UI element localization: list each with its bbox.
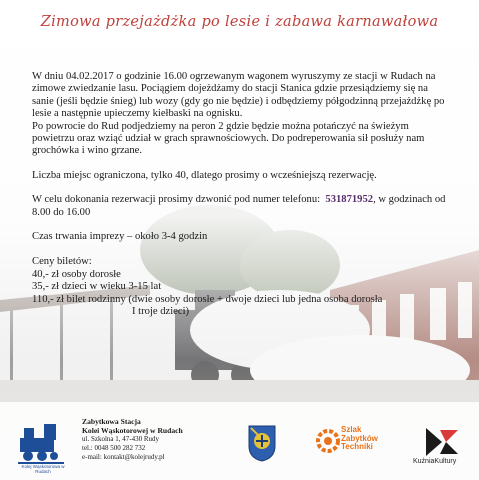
spacer bbox=[32, 182, 450, 194]
narrow-gauge-railway-logo bbox=[18, 416, 64, 466]
coat-of-arms-icon bbox=[247, 424, 277, 462]
phone-number[interactable]: 531871952 bbox=[325, 194, 374, 206]
org-phone: tel.: 0048 500 282 732 bbox=[82, 444, 146, 452]
organization-address bbox=[82, 417, 242, 462]
paragraph-trip: W dniu 04.02.2017 o godzinie 16.00 ogrzewanym wagonem wyruszymy ze stacji w Rudach na zimowe zwiedzanie lasu. Pociągiem dojeżdżamy do stacji Stanica gdzie przesiądziemy się na sanie (jeśli będzie śnieg) lub wozy (gdy go nie będzie) i odbędziemy półgodzinną przejażdżkę po lesie a następnie upieczemy kiełbaski na ognisku. bbox=[32, 71, 445, 120]
paragraph-duration: Czas trwania imprezy – około 3-4 godzin bbox=[32, 231, 208, 243]
org-name-line1: Zabytkowa Stacja bbox=[82, 417, 141, 426]
paragraph-limit: Liczba miejsc ograniczona, tylko 40, dlatego prosimy o wcześniejszą rezerwację. bbox=[32, 169, 377, 181]
kuznia-kultury-label: KuźniaKultury bbox=[413, 458, 457, 465]
org-name-line2: Kolei Wąskotorowej w Rudach bbox=[82, 426, 183, 435]
logo-caption: Kolej Wąskotorowa w Rudach bbox=[21, 464, 65, 474]
poster-body bbox=[32, 71, 450, 319]
szlak-line: Szlak bbox=[341, 425, 362, 434]
price-item: 35,- zł dzieci w wieku 3-15 lat bbox=[32, 281, 162, 293]
org-email[interactable]: e-mail: kontakt@kolejrudy.pl bbox=[82, 453, 165, 461]
szlak-line: Zabytków bbox=[341, 433, 378, 443]
reservation-hours: , w godzinach od 8.00 do 16.00 bbox=[32, 194, 446, 218]
kuznia-kultury-logo-icon bbox=[418, 424, 462, 458]
footer bbox=[0, 402, 479, 480]
price-item-continuation: I troje dzieci) bbox=[132, 306, 190, 318]
price-list bbox=[32, 256, 450, 318]
spacer bbox=[32, 219, 450, 231]
price-item: 110,- zł bilet rodzinny (dwie osoby dorosłe + dwoje dzieci lub jedna osoba dorosła bbox=[32, 293, 383, 305]
paragraph-return: Po powrocie do Rud podjedziemy na peron 2 gdzie będzie można potańczyć na świeżym powietrzu oraz wziąć udział w grach sprawnościowych. Do podreperowania sił posłuży nam grochówka i wino grzane. bbox=[32, 120, 425, 157]
paragraph-reservation bbox=[32, 194, 450, 219]
org-street: ul. Szkolna 1, 47-430 Rudy bbox=[82, 435, 159, 443]
reservation-text: W celu dokonania rezerwacji prosimy dzwonić pod numer telefonu: bbox=[32, 194, 321, 206]
spacer bbox=[32, 158, 450, 170]
poster-title: Zimowa przejażdżka po lesie i zabawa karnawałowa bbox=[40, 14, 439, 30]
szlak-line: Techniki bbox=[341, 442, 373, 452]
price-item: 40,- zł osoby dorosłe bbox=[32, 268, 121, 280]
price-heading: Ceny biletów: bbox=[32, 256, 92, 268]
szlak-zabytkow-techniki-logo bbox=[341, 426, 378, 452]
